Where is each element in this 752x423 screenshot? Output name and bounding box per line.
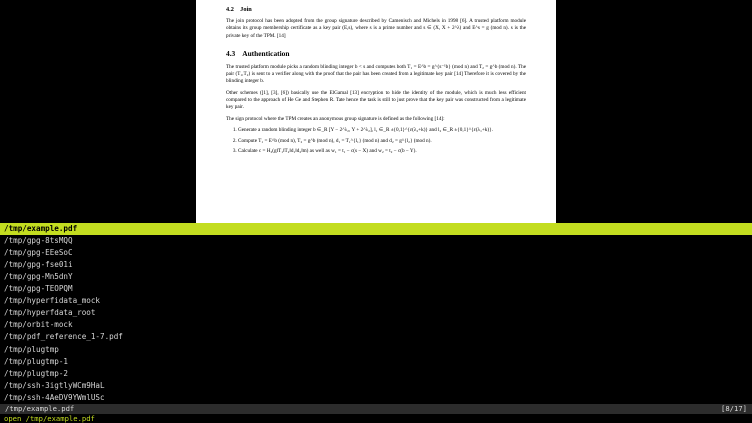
section-heading-join [226,6,526,15]
section-heading-authentication [226,49,526,60]
file-finder-list[interactable] [0,223,752,404]
status-bar [0,404,752,414]
sign-protocol-steps [226,127,526,155]
list-item[interactable]: /tmp/ssh-4AeDV9YWmlUSc [4,392,105,402]
command-line-text: open /tmp/example.pdf [4,414,95,423]
section-title: Authentication [242,49,290,59]
list-item[interactable]: /tmp/gpg-EEeSoC [4,247,73,257]
status-file-path: /tmp/example.pdf [5,404,75,413]
list-item[interactable]: /tmp/hyperfdata_root [4,308,96,318]
paragraph-join-1: The join protocol has been adopted from the group signature described by Camenisch and Michels in 1998 [6]. A trusted platform module obtains its group membership certificate as a key pair (E,s), where s is a prime number and s ∈ (X, X + 2^λ) and E^s = g (mod n). s is the private key of the TPM. [14] [226,17,526,39]
list-item[interactable]: /tmp/hyperfidata_mock [4,296,101,306]
list-item[interactable]: /tmp/gpg-TEOPQM [4,284,73,294]
list-item[interactable]: /tmp/plugtmp [4,344,59,354]
list-item[interactable]: /tmp/plugtmp-2 [4,368,69,378]
list-item[interactable]: /tmp/pdf_reference_1-7.pdf [4,332,123,342]
section-number: 4.2 [226,6,234,13]
paragraph-auth-2: Other schemes ([1], [3], [6]) basically use the ElGamal [13] encryption to hide the identity of the module, which is much less efficient compared to the approach of He Ge and Stephen R. Tate hence the task is still to just prove that the key pair was constructed from a legitimate key pair. [226,89,526,111]
list-item[interactable]: /tmp/gpg-fse01i [4,259,73,269]
list-item: 3. Calculate c = H₂(g‖T₁‖T₂‖d₁‖d₂‖m) as well as w₁ = t₁ − c(s − X) and w₂ = t₂ − c(b − Y). [238,148,526,155]
paragraph-auth-3: The sign protocol where the TPM creates an anonymous group signature is defined as the following [14]: [226,115,445,122]
list-item[interactable]: /tmp/ssh-3igtlyWCm9HaL [4,380,105,390]
section-title: Join [240,6,252,13]
section-number: 4.3 [226,49,236,59]
status-page-indicator: [8/17] [721,404,747,413]
list-item[interactable]: /tmp/orbit-mock [4,320,73,330]
paragraph-auth-1: The trusted platform module picks a random blinding integer b < s and computes both T₁ = E^b = g^{s⁻¹b} (mod n) and T₂ = g^b (mod n). The pair (T₁,T₂) is sent to a verifier along with the proof that the pair has been created from a legitimate key pair [14] Therefore it is covered by the blinding integer b. [226,63,526,85]
list-item: 1. Generate a random blinding integer b ∈_R [Y − 2^λ₂, Y + 2^λ₂], l₁ ∈_R ±{0,1}^{ε(λ₂+k)} and l₂ ∈_R ±{0,1}^{ε(λ₁+k)}. [238,127,526,134]
list-item[interactable]: /tmp/gpg-8tsMQQ [4,235,73,245]
list-item[interactable]: /tmp/example.pdf [0,223,752,235]
list-item[interactable]: /tmp/plugtmp-1 [4,356,69,366]
list-item: 2. Compute T₁ = E^b (mod n), T₂ = g^b (mod n), d₁ = T₁^{l₁} (mod n) and d₂ = g^{l₂} (mod n). [238,138,526,145]
command-line[interactable] [0,414,752,423]
list-item[interactable]: /tmp/gpg-Mn5dnY [4,271,73,281]
